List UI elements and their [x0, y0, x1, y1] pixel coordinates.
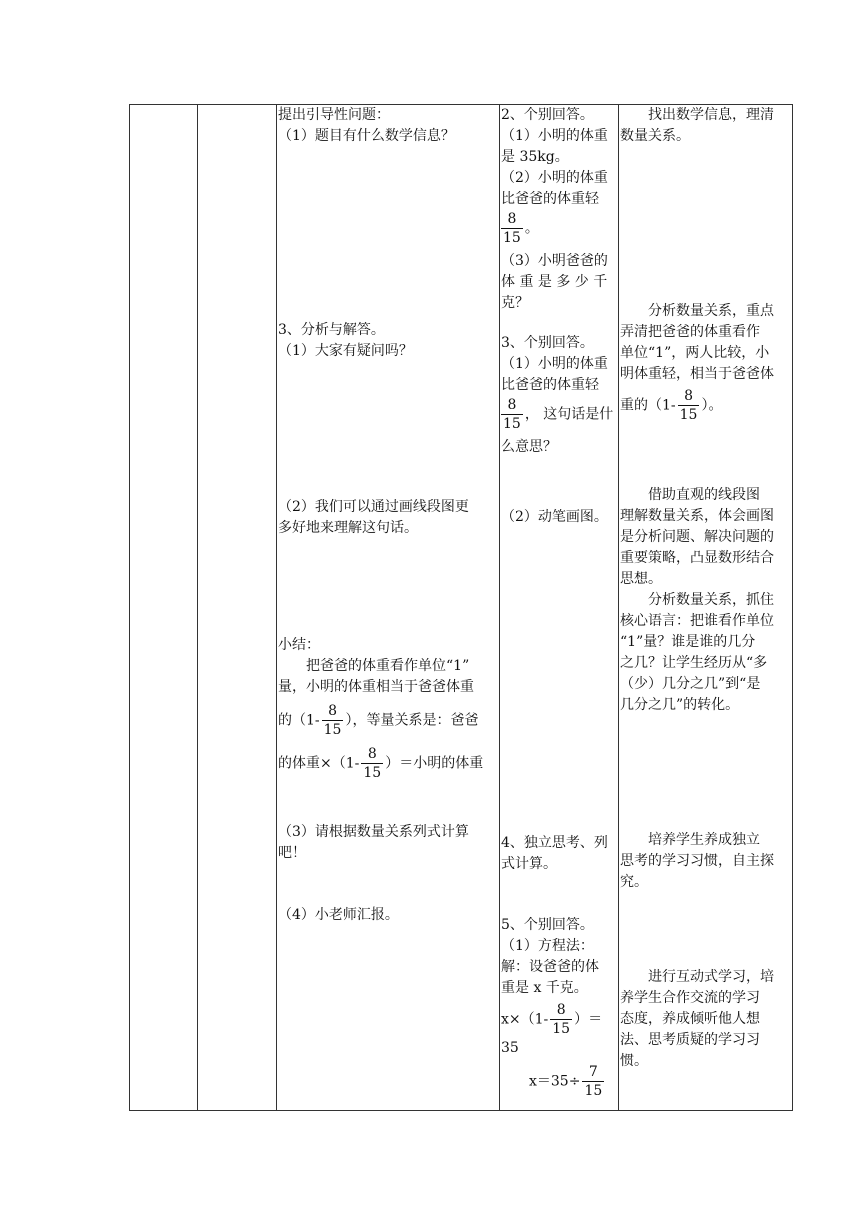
- text-fragment: ）。: [701, 397, 723, 414]
- table-column-divider: [499, 104, 500, 1111]
- text-line: 进行互动式学习，培: [648, 969, 774, 985]
- fraction-denominator: 15: [552, 1021, 571, 1037]
- text-line: 重是 x 千克。: [501, 980, 588, 996]
- text-line: 态度，养成倾听他人想: [620, 1011, 760, 1027]
- text-fragment: ）＝小明的体重: [385, 755, 484, 772]
- text-line: 弄清把爸爸的体重看作: [620, 324, 760, 340]
- text-line: （4）小老师汇报。: [278, 907, 399, 923]
- fraction: [582, 1063, 604, 1100]
- fraction-denominator: 15: [363, 765, 382, 781]
- section-heading: 4、独立思考、列: [501, 835, 608, 851]
- fraction-numerator: 8: [322, 702, 344, 721]
- text-line: 之几？让学生经历从“多: [620, 655, 768, 671]
- text-line: 吧！: [278, 845, 306, 861]
- text-line: 思想。: [620, 571, 662, 587]
- table-bottom-border: [129, 1110, 792, 1111]
- text-line: （2）小明的体重: [501, 170, 608, 186]
- text-line: 把爸爸的体重看作单位“1”: [306, 658, 470, 674]
- text-line: 提出引导性问题：: [278, 107, 390, 123]
- text-line: （1）大家有疑问吗？: [278, 343, 413, 359]
- text-line: 几分之几”的转化。: [620, 697, 740, 713]
- formula-line: [501, 1001, 617, 1038]
- text-line: （1）题目有什么数学信息？: [278, 128, 455, 144]
- summary-label: 小结：: [278, 637, 320, 653]
- text-line: 借助直观的线段图: [648, 487, 760, 503]
- table-cell-empty: [198, 105, 275, 1110]
- fraction-numerator: 8: [501, 396, 523, 415]
- fraction-numerator: 8: [501, 210, 523, 229]
- table-column-divider: [792, 104, 793, 1111]
- fraction: [678, 387, 700, 424]
- text-fragment: 的体重×（1-: [278, 755, 360, 772]
- text-fragment: 的（1-: [278, 712, 320, 729]
- text-fragment: ），等量关系是：爸爸: [345, 712, 479, 729]
- text-line: 比爸爸的体重轻: [501, 191, 599, 207]
- text-line: 是 35kg。: [501, 149, 569, 165]
- fraction: [361, 745, 383, 782]
- text-line: 解：设爸爸的体: [501, 959, 599, 975]
- text-line: 分析数量关系，抓住: [648, 592, 774, 608]
- fraction: [550, 1001, 572, 1038]
- text-line: （2）我们可以通过画线段图更: [278, 499, 469, 515]
- text-line: 思考的学习习惯，自主探: [620, 853, 774, 869]
- text-line: （3）请根据数量关系列式计算: [278, 824, 469, 840]
- fraction-numerator: 8: [361, 745, 383, 764]
- text-line: （1）小明的体重: [501, 128, 608, 144]
- fraction-denominator: 15: [679, 407, 698, 423]
- text-fragment: 。: [524, 220, 539, 237]
- text-line: 核心语言：把谁看作单位: [620, 613, 774, 629]
- fraction: [322, 702, 344, 739]
- fraction-denominator: 15: [323, 722, 342, 738]
- text-fragment: ， 这句话是什: [524, 406, 614, 423]
- text-line: “1”量？谁是谁的几分: [620, 634, 756, 650]
- formula-line: [278, 745, 498, 782]
- text-fragment: 重的（1-: [620, 397, 676, 414]
- fraction: [501, 210, 523, 247]
- text-line: 么意思？: [501, 439, 557, 455]
- text-line: 培养学生养成独立: [648, 832, 760, 848]
- text-line: 单位“1”，两人比较，小: [620, 345, 770, 361]
- text-line: 惯。: [620, 1053, 648, 1069]
- text-line: 35: [501, 1040, 519, 1056]
- formula-line: [501, 396, 617, 433]
- table-column-divider: [276, 104, 277, 1111]
- text-line: （3）小明爸爸的: [501, 253, 608, 269]
- formula-line: [501, 1063, 617, 1100]
- fraction-numerator: 8: [550, 1001, 572, 1020]
- text-line: （少）几分之几”到“是: [620, 676, 761, 692]
- section-heading: 5、个别回答。: [501, 917, 594, 933]
- text-line: （1）方程法：: [501, 938, 594, 954]
- text-line: 比爸爸的体重轻: [501, 377, 599, 393]
- formula-line: [278, 702, 498, 739]
- section-heading: 3、个别回答。: [501, 335, 594, 351]
- section-heading: 3、分析与解答。: [278, 322, 385, 338]
- section-heading: 2、个别回答。: [501, 107, 594, 123]
- text-line: 找出数学信息，理清: [648, 107, 774, 123]
- text-line: 理解数量关系，体会画图: [620, 508, 774, 524]
- fraction-numerator: 8: [678, 387, 700, 406]
- fraction-denominator: 15: [584, 1083, 603, 1099]
- text-line: 式计算。: [501, 856, 557, 872]
- text-line: 究。: [620, 874, 648, 890]
- fraction-numerator: 7: [582, 1063, 604, 1082]
- text-line: 体 重 是 多 少 千: [501, 274, 608, 290]
- fraction: [501, 396, 523, 433]
- text-line: （2）动笔画图。: [501, 509, 608, 525]
- text-line: 分析数量关系，重点: [648, 303, 774, 319]
- text-fragment: x＝35÷: [529, 1073, 581, 1090]
- text-line: 重要策略，凸显数形结合: [620, 550, 774, 566]
- text-line: 克？: [501, 295, 529, 311]
- text-fragment: x×（1-: [501, 1011, 549, 1028]
- table-column-divider: [618, 104, 619, 1111]
- text-line: 数量关系。: [620, 128, 690, 144]
- text-fragment: ）＝: [574, 1011, 603, 1028]
- text-line: 法、思考质疑的学习习: [620, 1032, 760, 1048]
- text-line: 量，小明的体重相当于爸爸体重: [278, 679, 474, 695]
- text-line: 是分析问题、解决问题的: [620, 529, 774, 545]
- fraction-denominator: 15: [503, 416, 521, 432]
- text-line: （1）小明的体重: [501, 356, 608, 372]
- text-line: 明体重轻，相当于爸爸体: [620, 366, 774, 382]
- text-line: 多好地来理解这句话。: [278, 520, 418, 536]
- fraction-denominator: 15: [503, 230, 521, 246]
- table-cell-empty: [130, 105, 196, 1110]
- text-line: 养学生合作交流的学习: [620, 990, 760, 1006]
- formula-line: [620, 387, 791, 424]
- formula-line: [501, 210, 617, 247]
